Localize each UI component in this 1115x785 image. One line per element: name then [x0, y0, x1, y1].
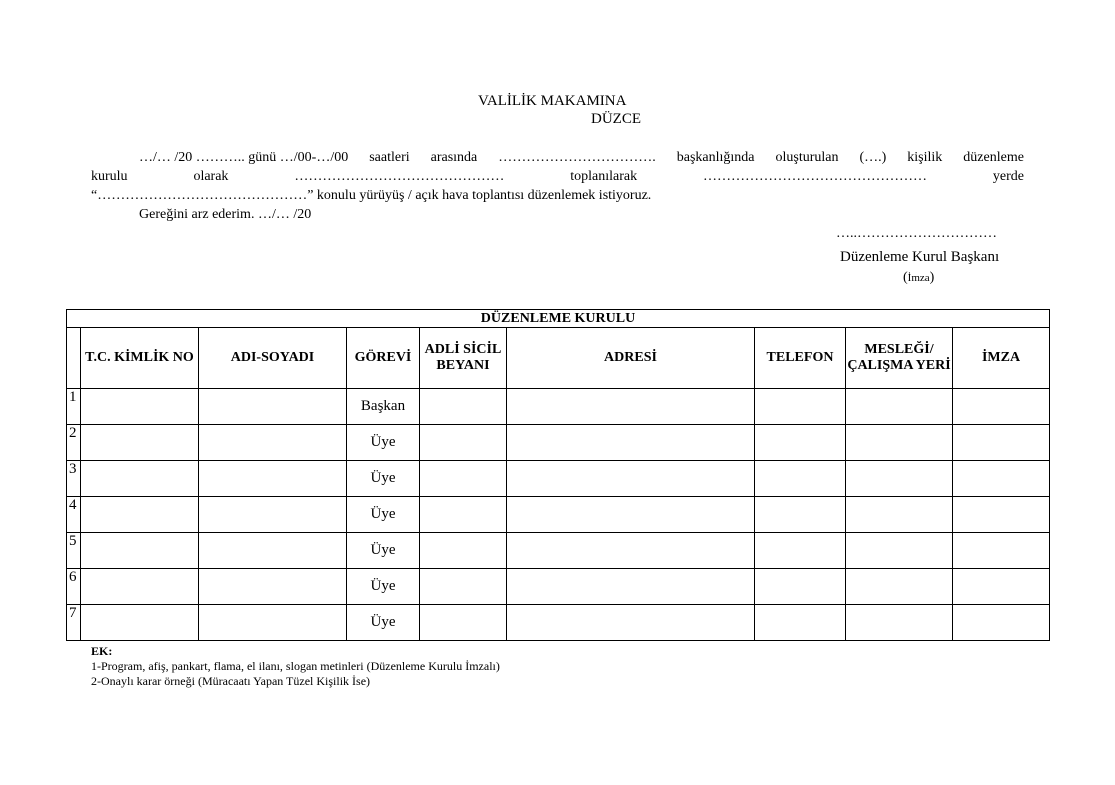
telefon-cell[interactable] [755, 425, 846, 461]
word: başkanlığında [676, 150, 755, 165]
imza-cell[interactable] [953, 389, 1050, 425]
word: toplanılarak [570, 169, 638, 184]
imza-cell[interactable] [953, 425, 1050, 461]
telefon-cell[interactable] [755, 497, 846, 533]
imza-cell[interactable] [953, 605, 1050, 641]
row-number: 2 [67, 425, 81, 461]
meslek-cell[interactable] [846, 605, 953, 641]
table-row [67, 497, 1050, 533]
adres-cell[interactable] [507, 461, 755, 497]
table-header-row [67, 328, 1050, 389]
row-number: 5 [67, 533, 81, 569]
adi-soyadi-cell[interactable] [199, 533, 347, 569]
signature-title: Düzenleme Kurul Başkanı [840, 249, 1000, 265]
adres-cell[interactable] [507, 533, 755, 569]
paragraph-line-3: “………………………………………” konulu yürüyüş / açık hava toplantısı düzenlemek istiyoruz. [91, 188, 652, 203]
telefon-cell[interactable] [755, 569, 846, 605]
meslek-cell[interactable] [846, 389, 953, 425]
adres-cell[interactable] [507, 497, 755, 533]
adli-sicil-cell[interactable] [420, 605, 507, 641]
row-number: 7 [67, 605, 81, 641]
attachments-label: EK: [91, 644, 113, 658]
adi-soyadi-cell[interactable] [199, 605, 347, 641]
word: yerde [992, 169, 1024, 184]
signature-dots: …..………………………… [836, 226, 997, 241]
table-row [67, 569, 1050, 605]
table-title: DÜZENLEME KURULU [67, 310, 1050, 328]
table-row [67, 389, 1050, 425]
gorev-cell: Üye [347, 425, 420, 461]
attachment-item: 1-Program, afiş, pankart, flama, el ilanı, slogan metinleri (Düzenleme Kurulu İmzalı) [91, 659, 500, 673]
gorev-cell: Başkan [347, 389, 420, 425]
col-header-tc-kimlik: T.C. KİMLİK NO [81, 328, 199, 389]
telefon-cell[interactable] [755, 605, 846, 641]
word: ……………………………. [498, 150, 656, 165]
col-header-adi-soyadi: ADI-SOYADI [199, 328, 347, 389]
table-row [67, 461, 1050, 497]
adi-soyadi-cell[interactable] [199, 389, 347, 425]
table-row [67, 605, 1050, 641]
committee-table [66, 309, 1050, 641]
adres-cell[interactable] [507, 389, 755, 425]
imza-cell[interactable] [953, 569, 1050, 605]
meslek-cell[interactable] [846, 533, 953, 569]
adi-soyadi-cell[interactable] [199, 497, 347, 533]
tc-kimlik-cell[interactable] [81, 497, 199, 533]
adres-cell[interactable] [507, 425, 755, 461]
paragraph-line-1 [91, 148, 1024, 167]
addressee-city: DÜZCE [591, 111, 641, 127]
adli-sicil-cell[interactable] [420, 389, 507, 425]
word: kurulu [91, 169, 128, 184]
adli-sicil-cell[interactable] [420, 569, 507, 605]
row-number: 3 [67, 461, 81, 497]
col-header-adresi: ADRESİ [507, 328, 755, 389]
word: ……………………………………… [294, 169, 505, 184]
adi-soyadi-cell[interactable] [199, 569, 347, 605]
signature-imza [903, 270, 934, 286]
row-number: 4 [67, 497, 81, 533]
row-number: 1 [67, 389, 81, 425]
addressee-title: VALİLİK MAKAMINA [478, 93, 627, 109]
paragraph-line-4: Gereğini arz ederim. …/… /20 [139, 207, 312, 222]
meslek-cell[interactable] [846, 497, 953, 533]
tc-kimlik-cell[interactable] [81, 605, 199, 641]
adli-sicil-cell[interactable] [420, 461, 507, 497]
paragraph-line-2 [91, 167, 1024, 186]
table-row [67, 425, 1050, 461]
row-number: 6 [67, 569, 81, 605]
word: kişilik [907, 150, 943, 165]
adli-sicil-cell[interactable] [420, 533, 507, 569]
meslek-cell[interactable] [846, 569, 953, 605]
imza-cell[interactable] [953, 461, 1050, 497]
tc-kimlik-cell[interactable] [81, 461, 199, 497]
word: olarak [193, 169, 229, 184]
paren-open: ( [903, 270, 908, 285]
col-header-gorevi: GÖREVİ [347, 328, 420, 389]
tc-kimlik-cell[interactable] [81, 569, 199, 605]
gorev-cell: Üye [347, 461, 420, 497]
adres-cell[interactable] [507, 569, 755, 605]
gorev-cell: Üye [347, 605, 420, 641]
col-header-meslegi: MESLEĞİ/ ÇALIŞMA YERİ [846, 328, 953, 389]
attachments-section [91, 644, 500, 689]
tc-kimlik-cell[interactable] [81, 533, 199, 569]
tc-kimlik-cell[interactable] [81, 389, 199, 425]
telefon-cell[interactable] [755, 461, 846, 497]
petition-paragraph [91, 148, 1024, 224]
word: oluşturulan [775, 150, 839, 165]
col-header-no [67, 328, 81, 389]
adi-soyadi-cell[interactable] [199, 461, 347, 497]
col-header-telefon: TELEFON [755, 328, 846, 389]
attachment-item: 2-Onaylı karar örneği (Müracaatı Yapan Tüzel Kişilik İse) [91, 674, 371, 688]
meslek-cell[interactable] [846, 425, 953, 461]
word: …/… /20 ……….. günü …/00-…/00 [139, 150, 349, 165]
meslek-cell[interactable] [846, 461, 953, 497]
word: ………………………………………… [702, 169, 927, 184]
adres-cell[interactable] [507, 605, 755, 641]
gorev-cell: Üye [347, 497, 420, 533]
col-header-adli-sicil: ADLİ SİCİL BEYANI [420, 328, 507, 389]
word: saatleri [369, 150, 410, 165]
telefon-cell[interactable] [755, 533, 846, 569]
word: (….) [859, 150, 887, 165]
word: arasında [430, 150, 478, 165]
telefon-cell[interactable] [755, 389, 846, 425]
col-header-imza: İMZA [953, 328, 1050, 389]
table-row [67, 533, 1050, 569]
gorev-cell: Üye [347, 569, 420, 605]
imza-cell[interactable] [953, 497, 1050, 533]
imza-cell[interactable] [953, 533, 1050, 569]
paren-close: ) [929, 270, 935, 285]
adli-sicil-cell[interactable] [420, 497, 507, 533]
gorev-cell: Üye [347, 533, 420, 569]
adli-sicil-cell[interactable] [420, 425, 507, 461]
imza-label: İmza [907, 272, 930, 284]
word: düzenleme [963, 150, 1024, 165]
adi-soyadi-cell[interactable] [199, 425, 347, 461]
tc-kimlik-cell[interactable] [81, 425, 199, 461]
